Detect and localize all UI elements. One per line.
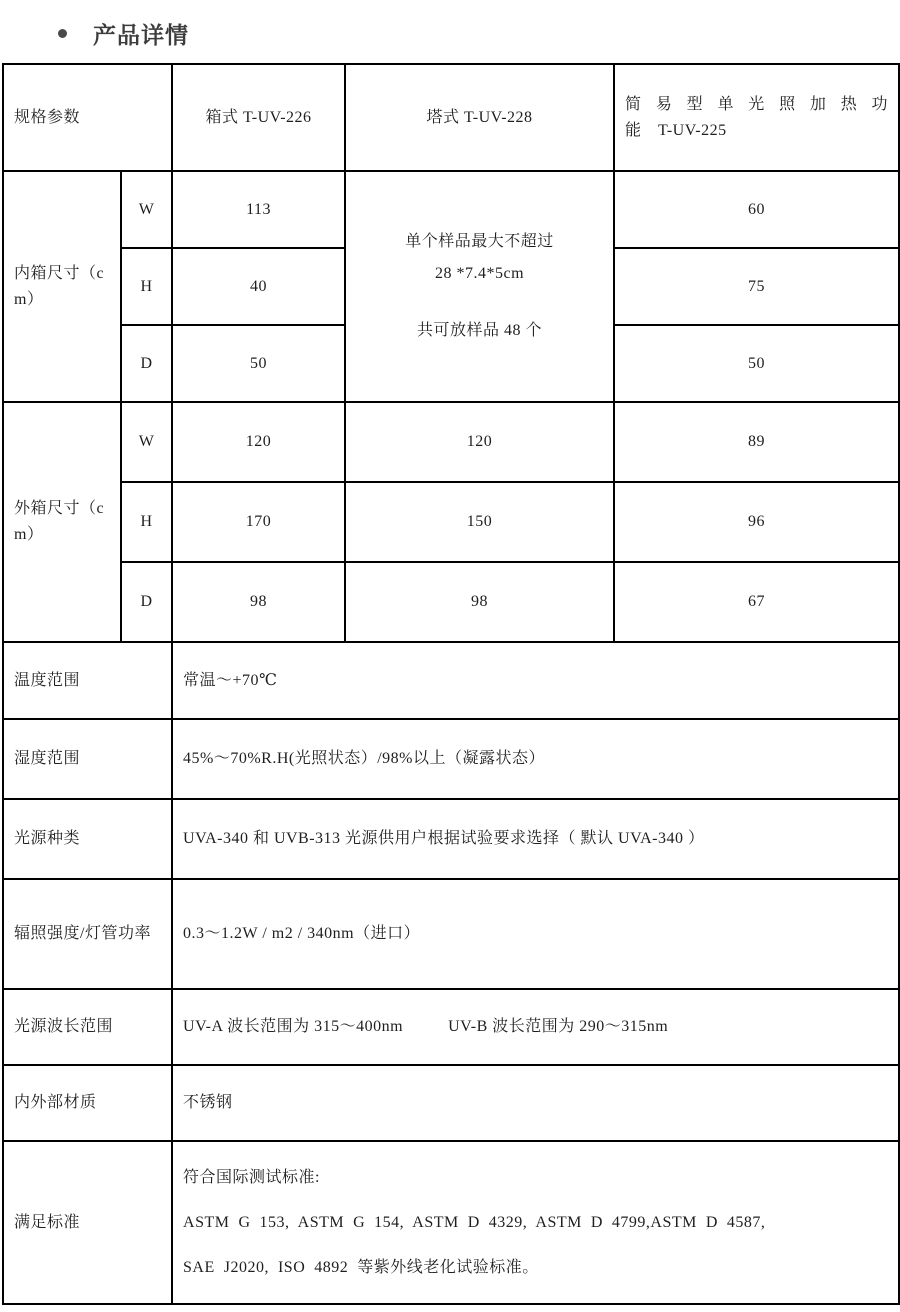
outer-simple-value: 67 <box>614 562 899 642</box>
inner-box-row-w <box>3 171 899 248</box>
header-simple-model-line1: 简易型单光照加热功 <box>625 95 889 113</box>
outer-box-value: 170 <box>172 482 345 562</box>
outer-simple-value: 96 <box>614 482 899 562</box>
spec-value: 不锈钢 <box>172 1065 899 1141</box>
outer-box-value: 98 <box>172 562 345 642</box>
outer-box-row-w <box>3 402 899 482</box>
spec-label: 湿度范围 <box>3 719 172 799</box>
header-spec-label: 规格参数 <box>3 64 172 171</box>
dim-label: W <box>121 171 172 248</box>
inner-simple-value: 60 <box>614 171 899 248</box>
spec-row-light-source <box>3 799 899 879</box>
outer-box-row-d <box>3 562 899 642</box>
outer-box-value: 120 <box>172 402 345 482</box>
spec-row-humidity <box>3 719 899 799</box>
spec-value: 0.3～1.2W / m2 / 340nm（进口） <box>172 879 899 989</box>
inner-tower-note <box>345 171 614 402</box>
spec-label: 内外部材质 <box>3 1065 172 1141</box>
spec-value: UVA-340 和 UVB-313 光源供用户根据试验要求选择（ 默认 UVA-340 ） <box>172 799 899 879</box>
outer-tower-value: 98 <box>345 562 614 642</box>
outer-box-row-h <box>3 482 899 562</box>
outer-simple-value: 89 <box>614 402 899 482</box>
standards-label: 满足标准 <box>3 1141 172 1304</box>
dim-label: H <box>121 482 172 562</box>
spec-row-irradiance <box>3 879 899 989</box>
inner-simple-value: 75 <box>614 248 899 325</box>
tower-note-line2: 28 *7.4*5cm <box>434 264 525 282</box>
tower-note-line1: 单个样品最大不超过 <box>405 233 554 251</box>
outer-box-label: 外箱尺寸（cm） <box>3 402 121 642</box>
spec-row-wavelength <box>3 989 899 1065</box>
dim-label: H <box>121 248 172 325</box>
spec-table <box>2 63 900 1305</box>
header-simple-model <box>614 64 899 171</box>
spec-value: 45%～70%R.H(光照状态）/98%以上（凝露状态） <box>172 719 899 799</box>
inner-box-value: 40 <box>172 248 345 325</box>
spec-row-material <box>3 1065 899 1141</box>
header-tower-model: 塔式 T-UV-228 <box>345 64 614 171</box>
spec-label: 温度范围 <box>3 642 172 719</box>
header-simple-model-line2: 能 T-UV-225 <box>625 121 727 139</box>
bullet-icon <box>58 29 67 38</box>
spec-row-standards <box>3 1141 899 1304</box>
inner-box-value: 50 <box>172 325 345 402</box>
standards-line3: SAE J2020, ISO 4892 等紫外线老化试验标准。 <box>183 1258 539 1276</box>
tower-note-line3: 共可放样品 48 个 <box>417 322 543 340</box>
dim-label: W <box>121 402 172 482</box>
dim-label: D <box>121 325 172 402</box>
spec-row-temperature <box>3 642 899 719</box>
standards-line1: 符合国际测试标准: <box>183 1168 320 1186</box>
standards-line2: ASTM G 153, ASTM G 154, ASTM D 4329, ASTM D 4799,ASTM D 4587, <box>183 1213 766 1231</box>
dim-label: D <box>121 562 172 642</box>
outer-tower-value: 150 <box>345 482 614 562</box>
inner-box-label: 内箱尺寸（cm） <box>3 171 121 402</box>
header-box-model: 箱式 T-UV-226 <box>172 64 345 171</box>
spec-value: 常温～+70℃ <box>172 642 899 719</box>
inner-box-value: 113 <box>172 171 345 248</box>
outer-tower-value: 120 <box>345 402 614 482</box>
spec-label: 光源波长范围 <box>3 989 172 1065</box>
section-title-row <box>0 0 900 52</box>
table-header-row <box>3 64 899 171</box>
standards-value <box>172 1141 899 1304</box>
spec-value: UV-A 波长范围为 315～400nm UV-B 波长范围为 290～315nm <box>172 989 899 1065</box>
inner-simple-value: 50 <box>614 325 899 402</box>
spec-label: 辐照强度/灯管功率 <box>3 879 172 989</box>
page-title: 产品详情 <box>93 21 189 48</box>
spec-label: 光源种类 <box>3 799 172 879</box>
